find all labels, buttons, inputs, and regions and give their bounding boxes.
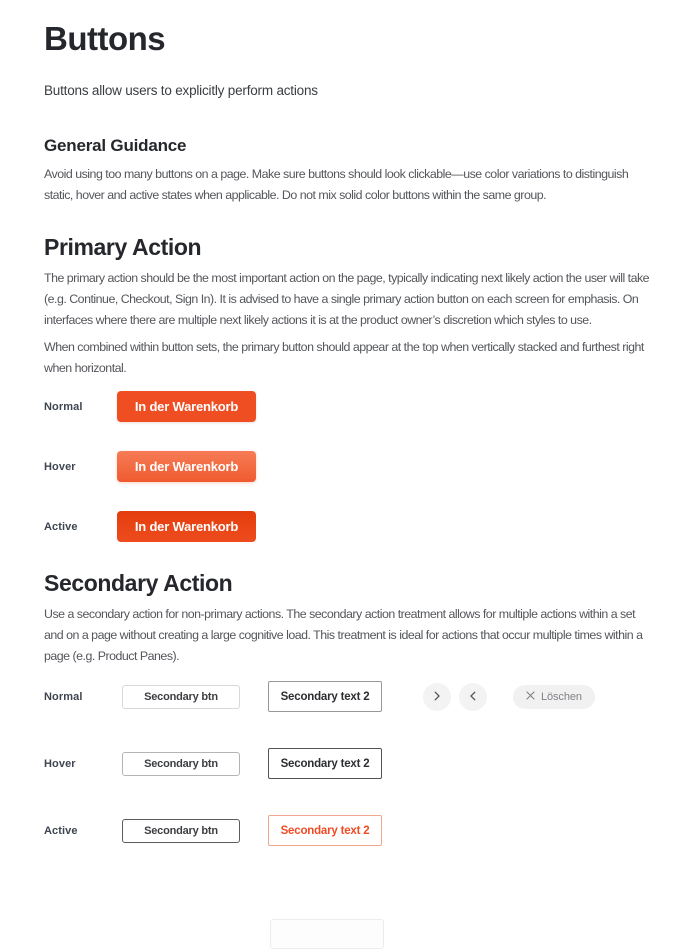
secondary-button-examples xyxy=(44,681,656,846)
secondary-text-button-hover[interactable]: Secondary text 2 xyxy=(268,748,382,779)
secondary-button-active[interactable]: Secondary btn xyxy=(122,819,240,843)
general-guidance-heading: General Guidance xyxy=(44,136,187,155)
chevron-left-icon xyxy=(468,689,478,704)
buttons-style-guide-page xyxy=(0,22,700,846)
state-label-hover: Hover xyxy=(44,757,76,770)
primary-button-active[interactable]: In der Warenkorb xyxy=(117,511,256,542)
section-general-guidance xyxy=(44,136,656,206)
page-subtitle: Buttons allow users to explicitly perform actions xyxy=(44,83,318,98)
state-label-active: Active xyxy=(44,520,78,533)
state-label-normal: Normal xyxy=(44,400,83,413)
next-button[interactable] xyxy=(423,683,451,711)
secondary-button[interactable]: Secondary btn xyxy=(122,685,240,709)
section-secondary-action xyxy=(44,571,656,846)
state-label-normal: Normal xyxy=(44,690,83,703)
secondary-example-row-active xyxy=(44,815,656,846)
secondary-action-body: Use a secondary action for non-primary actions. The secondary action treatment allows for multiple actions within a set and on a page without creating a large cognitive load. This treatment is ideal for actions that occur multiple times within a page (e.g. Product Panes). xyxy=(44,607,643,663)
page-title: Buttons xyxy=(44,20,166,57)
state-label-active: Active xyxy=(44,824,78,837)
general-guidance-body: Avoid using too many buttons on a page. Make sure buttons should look clickable—use color variations to distinguish static, hover and active states when applicable. Do not mix solid color buttons within the same group. xyxy=(44,167,629,202)
secondary-example-row-hover xyxy=(44,748,656,779)
delete-button-label: Löschen xyxy=(541,690,582,703)
secondary-action-heading: Secondary Action xyxy=(44,570,233,596)
primary-action-heading: Primary Action xyxy=(44,234,202,260)
x-icon xyxy=(526,691,535,703)
primary-action-paragraph-1: The primary action should be the most important action on the page, typically indicating next likely action the user will take (e.g. Continue, Checkout, Sign In). It is advised to have a single primary action button on each screen for emphasis. On interfaces where there are multiple next likely actions it is at the product owner’s discretion which styles to use. xyxy=(44,271,650,327)
primary-button-hover[interactable]: In der Warenkorb xyxy=(117,451,256,482)
chevron-right-icon xyxy=(432,689,442,704)
secondary-button-hover[interactable]: Secondary btn xyxy=(122,752,240,776)
primary-example-row-normal xyxy=(44,391,656,422)
primary-button-normal[interactable]: In der Warenkorb xyxy=(117,391,256,422)
secondary-text-button[interactable]: Secondary text 2 xyxy=(268,681,382,712)
section-primary-action xyxy=(44,235,656,542)
primary-action-paragraph-2: When combined within button sets, the primary button should appear at the top when vertically stacked and furthest right when horizontal. xyxy=(44,340,644,375)
primary-example-row-hover xyxy=(44,451,656,482)
primary-button-examples xyxy=(44,391,656,542)
previous-button[interactable] xyxy=(459,683,487,711)
state-label-hover: Hover xyxy=(44,460,76,473)
secondary-example-row-normal xyxy=(44,681,656,712)
secondary-text-button-active[interactable]: Secondary text 2 xyxy=(268,815,382,846)
primary-example-row-active xyxy=(44,511,656,542)
delete-button[interactable] xyxy=(513,685,595,709)
cut-off-next-example xyxy=(270,919,384,949)
